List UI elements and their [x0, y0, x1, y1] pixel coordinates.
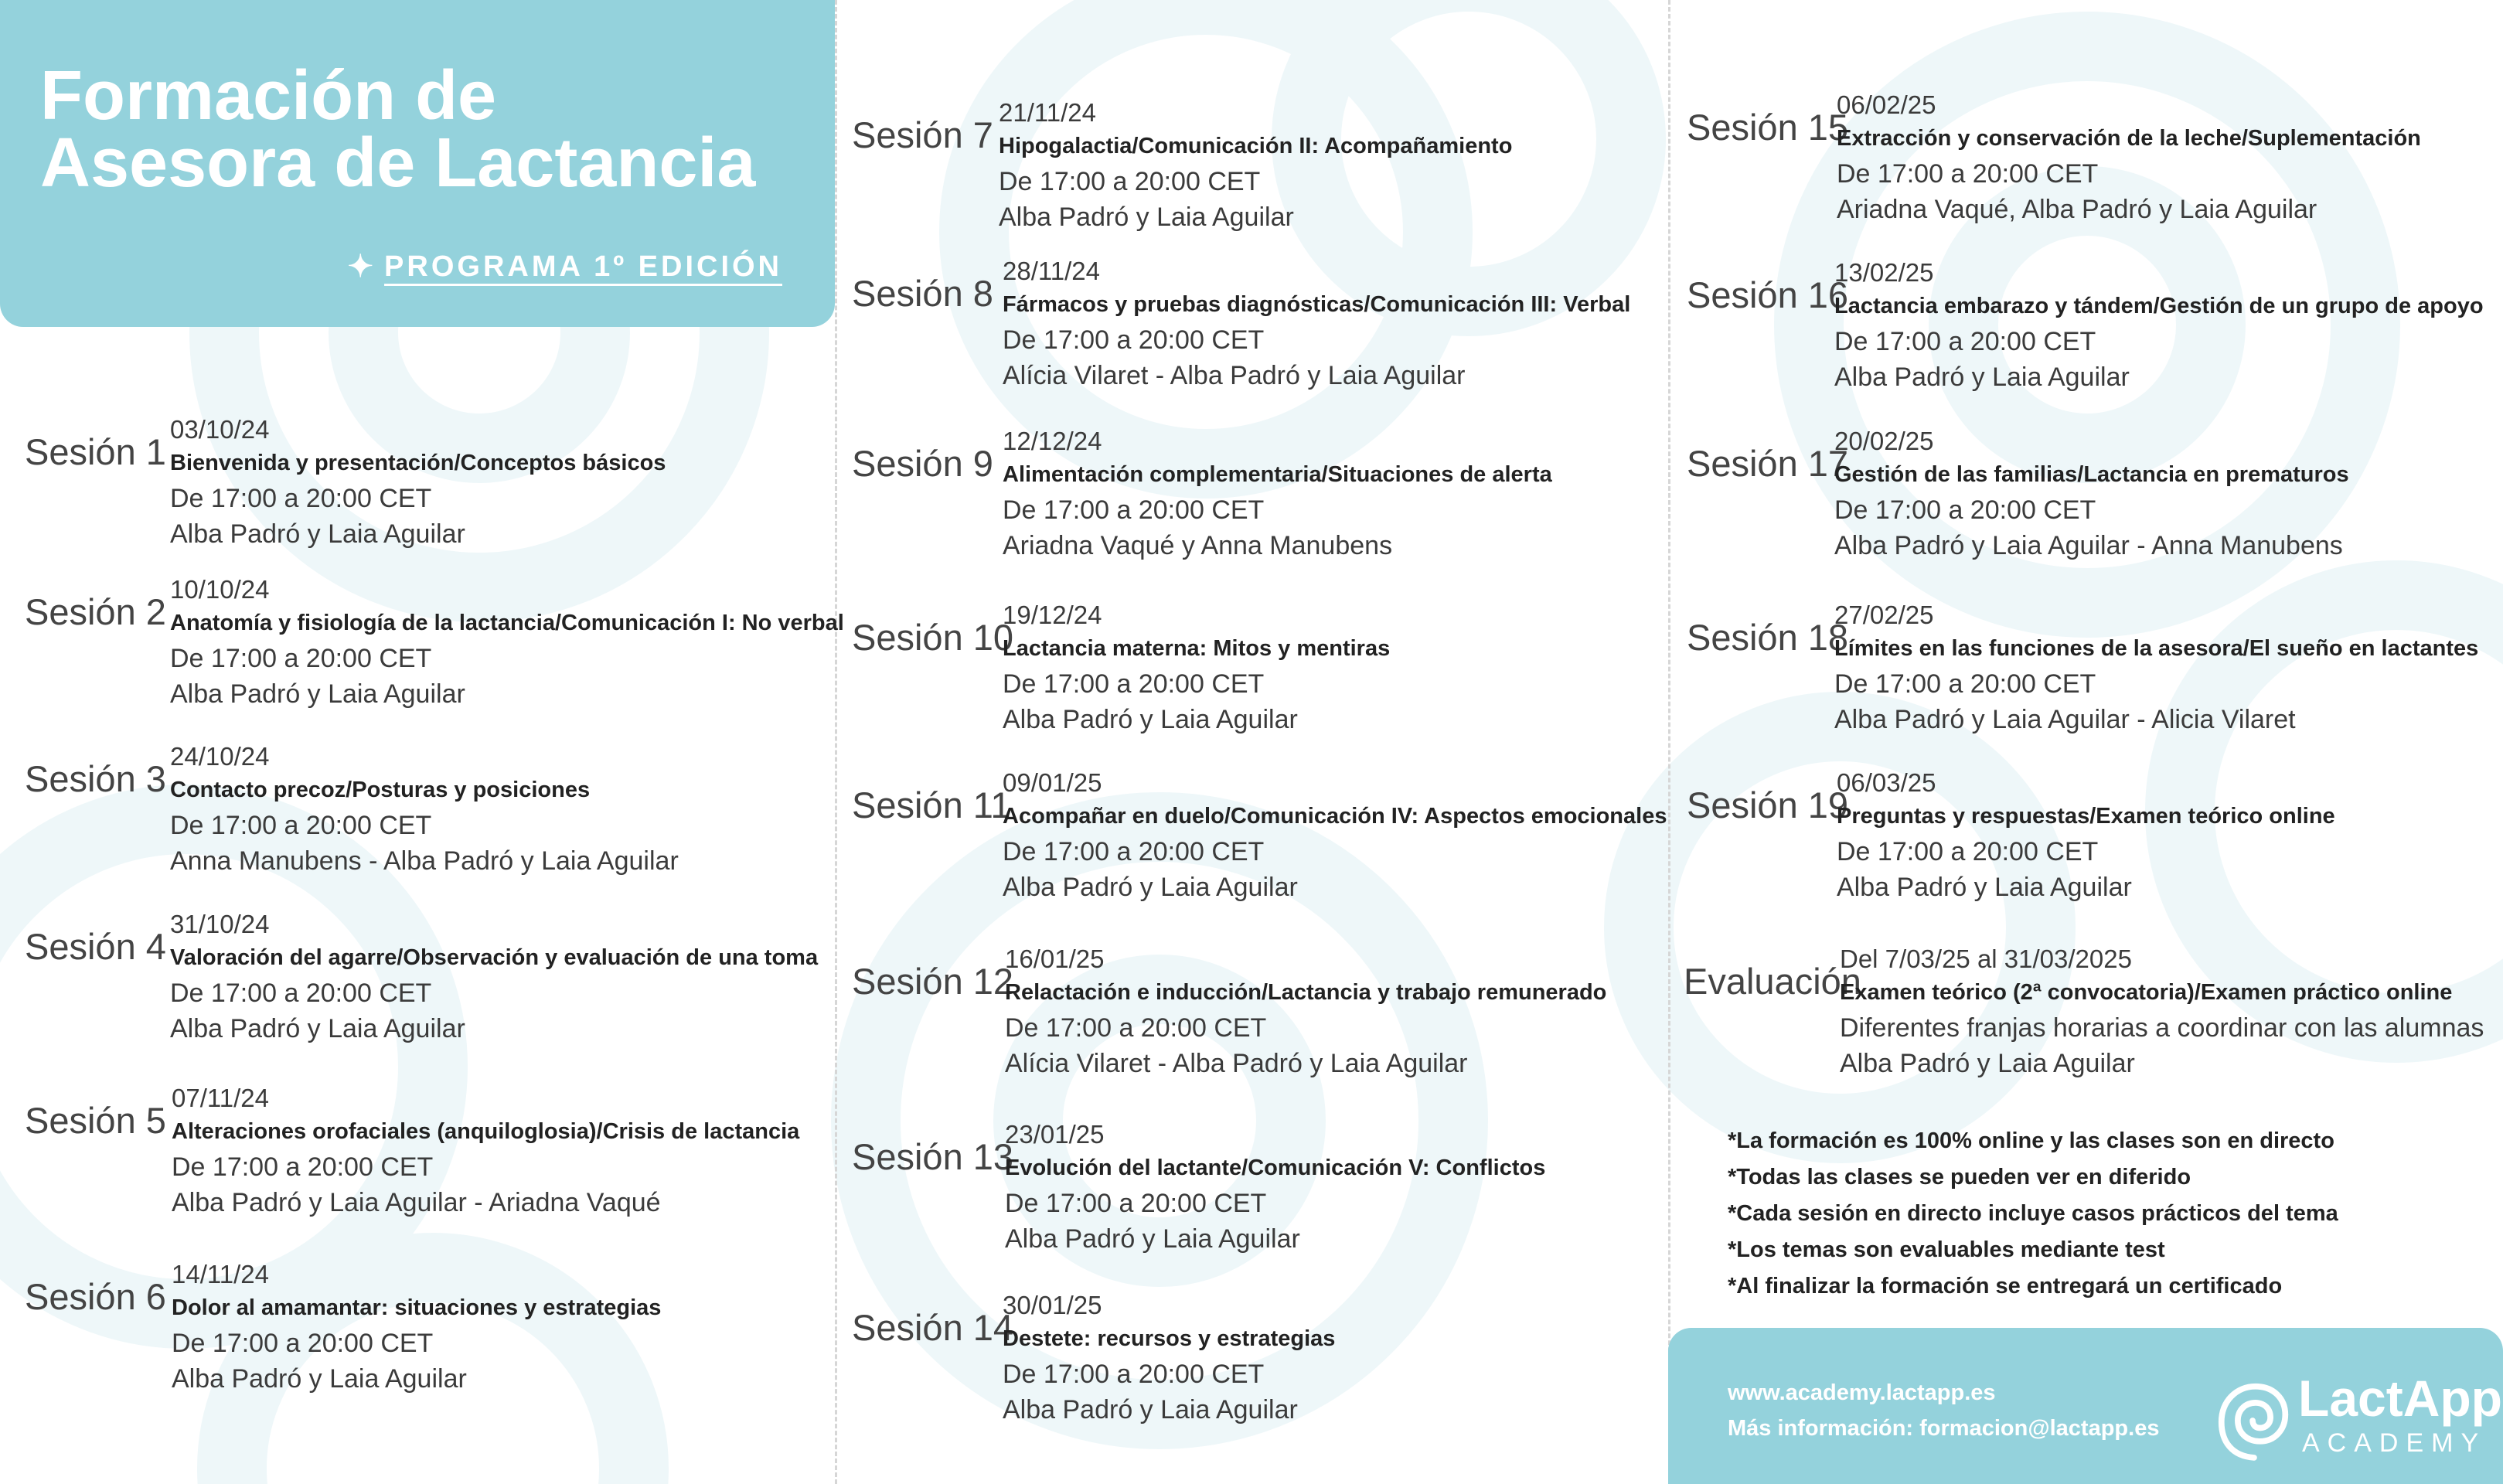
- spiral-logo-icon: [2217, 1376, 2291, 1462]
- session-date: 27/02/25: [1834, 601, 1934, 629]
- session-time: De 17:00 a 20:00 CET: [170, 484, 432, 513]
- brand-name: LactApp: [2298, 1370, 2502, 1427]
- session-date: 21/11/24: [999, 98, 1097, 127]
- session-details: [1003, 599, 1390, 737]
- session-time: De 17:00 a 20:00 CET: [1834, 495, 2096, 525]
- session-details: [1834, 599, 2478, 737]
- session-time: De 17:00 a 20:00 CET: [1003, 1360, 1265, 1389]
- session-details: [1837, 767, 2335, 905]
- session-topic: Evolución del lactante/Comunicación V: Conflictos: [1005, 1156, 1546, 1180]
- note-item: *Cada sesión en directo incluye casos prácticos del tema: [1728, 1201, 2338, 1226]
- session-details: [172, 1082, 799, 1220]
- session-details: [999, 97, 1512, 235]
- title-banner: [0, 0, 835, 327]
- session-date: 06/02/25: [1837, 90, 1936, 119]
- note-item: *Todas las clases se pueden ver en diferido: [1728, 1165, 2191, 1190]
- session-topic: Valoración del agarre/Observación y evaluación de una toma: [170, 945, 819, 970]
- session-speakers: Anna Manubens - Alba Padró y Laia Aguilar: [170, 846, 679, 876]
- session-label: Sesión 10: [852, 617, 1014, 658]
- session-speakers: Alba Padró y Laia Aguilar - Anna Manubens: [1834, 531, 2343, 560]
- session-topic: Gestión de las familias/Lactancia en prematuros: [1834, 462, 2349, 487]
- session-label: Sesión 6: [25, 1276, 166, 1317]
- session-speakers: Alba Padró y Laia Aguilar: [1003, 1395, 1298, 1424]
- session-time: De 17:00 a 20:00 CET: [1834, 327, 2096, 356]
- session-time: De 17:00 a 20:00 CET: [1003, 669, 1265, 699]
- session-date: 09/01/25: [1003, 768, 1102, 797]
- page-title-line-1: Formación de: [40, 57, 497, 134]
- session-speakers: Alba Padró y Laia Aguilar: [1003, 873, 1298, 902]
- session-topic: Destete: recursos y estrategias: [1003, 1326, 1336, 1351]
- session-time: De 17:00 a 20:00 CET: [999, 167, 1261, 196]
- session-label: Sesión 19: [1687, 785, 1849, 825]
- session-label: Sesión 18: [1687, 617, 1849, 658]
- program-edition-text: PROGRAMA 1º EDICIÓN: [384, 250, 782, 283]
- note-item: *La formación es 100% online y las clases son en directo: [1728, 1128, 2334, 1153]
- session-date: 14/11/24: [172, 1260, 270, 1288]
- session-time: De 17:00 a 20:00 CET: [1003, 495, 1265, 525]
- session-details: [1834, 257, 2484, 395]
- session-label: Sesión 2: [25, 591, 166, 632]
- session-topic: Acompañar en duelo/Comunicación IV: Aspectos emocionales: [1003, 804, 1667, 829]
- session-time: Diferentes franjas horarias a coordinar con las alumnas: [1840, 1013, 2484, 1043]
- session-details: [1003, 1289, 1335, 1428]
- note-item: *Al finalizar la formación se entregará un certificado: [1728, 1274, 2283, 1298]
- session-date: Del 7/03/25 al 31/03/2025: [1840, 945, 2132, 973]
- session-label: Sesión 13: [852, 1136, 1014, 1177]
- session-topic: Bienvenida y presentación/Conceptos básicos: [170, 451, 666, 475]
- session-speakers: Alícia Vilaret - Alba Padró y Laia Aguilar: [1003, 361, 1466, 390]
- session-label: Sesión 4: [25, 926, 166, 967]
- session-details: [1003, 255, 1630, 393]
- session-details: [170, 908, 818, 1047]
- session-label: Evaluación: [1684, 961, 1861, 1002]
- session-speakers: Alba Padró y Laia Aguilar: [999, 203, 1294, 232]
- brand-subtitle: ACADEMY: [2302, 1428, 2487, 1458]
- session-speakers: Alba Padró y Laia Aguilar: [1834, 362, 2130, 392]
- session-topic: Examen teórico (2ª convocatoria)/Examen práctico online: [1840, 980, 2453, 1005]
- column-divider-right: [1668, 0, 1670, 1484]
- note-item: *Los temas son evaluables mediante test: [1728, 1237, 2165, 1262]
- session-topic: Límites en las funciones de la asesora/El sueño en lactantes: [1834, 636, 2479, 661]
- session-date: 12/12/24: [1003, 427, 1102, 455]
- session-speakers: Alba Padró y Laia Aguilar: [1003, 705, 1298, 734]
- session-topic: Relactación e inducción/Lactancia y trabajo remunerado: [1005, 980, 1607, 1005]
- session-date: 07/11/24: [172, 1084, 270, 1112]
- session-topic: Alimentación complementaria/Situaciones de alerta: [1003, 462, 1552, 487]
- session-time: De 17:00 a 20:00 CET: [170, 811, 432, 840]
- session-date: 03/10/24: [170, 415, 270, 444]
- course-notes: [1728, 1123, 2338, 1305]
- session-speakers: Alba Padró y Laia Aguilar: [172, 1364, 467, 1394]
- session-label: Sesión 5: [25, 1100, 166, 1141]
- session-details: [172, 1258, 661, 1397]
- page-title-line-2: Asesora de Lactancia: [40, 124, 756, 202]
- session-topic: Preguntas y respuestas/Examen teórico online: [1837, 804, 2335, 829]
- session-time: De 17:00 a 20:00 CET: [170, 979, 432, 1008]
- contact-email-link[interactable]: Más información: formacion@lactapp.es: [1728, 1416, 2160, 1441]
- session-details: [1005, 1118, 1545, 1257]
- session-details: [170, 740, 679, 879]
- session-time: De 17:00 a 20:00 CET: [172, 1152, 434, 1182]
- session-date: 06/03/25: [1837, 768, 1936, 797]
- session-time: De 17:00 a 20:00 CET: [1003, 325, 1265, 355]
- session-speakers: Alba Padró y Laia Aguilar: [1837, 873, 2132, 902]
- session-label: Sesión 17: [1687, 443, 1849, 484]
- session-topic: Hipogalactia/Comunicación II: Acompañamiento: [999, 134, 1513, 158]
- session-speakers: Alba Padró y Laia Aguilar: [170, 1014, 465, 1043]
- session-label: Sesión 16: [1687, 274, 1849, 315]
- session-date: 28/11/24: [1003, 257, 1101, 285]
- session-details: [1003, 425, 1552, 563]
- session-time: De 17:00 a 20:00 CET: [172, 1329, 434, 1358]
- session-time: De 17:00 a 20:00 CET: [1837, 837, 2099, 866]
- session-date: 20/02/25: [1834, 427, 1934, 455]
- session-speakers: Alba Padró y Laia Aguilar: [1840, 1049, 2135, 1078]
- session-date: 30/01/25: [1003, 1291, 1102, 1319]
- column-divider-left: [835, 0, 837, 1484]
- session-topic: Anatomía y fisiología de la lactancia/Comunicación I: No verbal: [170, 611, 844, 635]
- session-label: Sesión 9: [852, 443, 993, 484]
- session-time: De 17:00 a 20:00 CET: [1005, 1013, 1267, 1043]
- session-details: [1003, 767, 1667, 905]
- session-topic: Fármacos y pruebas diagnósticas/Comunicación III: Verbal: [1003, 292, 1631, 317]
- session-label: Sesión 12: [852, 961, 1014, 1002]
- session-date: 24/10/24: [170, 742, 270, 771]
- session-speakers: Alba Padró y Laia Aguilar: [170, 679, 465, 709]
- session-speakers: Alba Padró y Laia Aguilar - Ariadna Vaqué: [172, 1188, 661, 1217]
- session-topic: Extracción y conservación de la leche/Suplementación: [1837, 126, 2421, 151]
- session-speakers: Alba Padró y Laia Aguilar: [170, 519, 465, 549]
- session-details: [1837, 89, 2421, 227]
- program-edition-label: [348, 249, 782, 284]
- session-date: 16/01/25: [1005, 945, 1105, 973]
- session-date: 13/02/25: [1834, 258, 1934, 287]
- session-speakers: Alba Padró y Laia Aguilar: [1005, 1224, 1300, 1254]
- session-time: De 17:00 a 20:00 CET: [1005, 1189, 1267, 1218]
- session-speakers: Ariadna Vaqué y Anna Manubens: [1003, 531, 1393, 560]
- session-date: 31/10/24: [170, 910, 270, 938]
- session-time: De 17:00 a 20:00 CET: [170, 644, 432, 673]
- session-speakers: Alba Padró y Laia Aguilar - Alicia Vilaret: [1834, 705, 2296, 734]
- session-topic: Lactancia embarazo y tándem/Gestión de un grupo de apoyo: [1834, 294, 2484, 318]
- website-link[interactable]: www.academy.lactapp.es: [1728, 1380, 1996, 1405]
- session-details: [1840, 943, 2484, 1081]
- session-label: Sesión 15: [1687, 107, 1849, 148]
- sparkle-icon: ✦: [347, 250, 377, 284]
- session-details: [1005, 943, 1606, 1081]
- session-label: Sesión 1: [25, 431, 166, 472]
- session-date: 10/10/24: [170, 575, 270, 604]
- session-date: 19/12/24: [1003, 601, 1102, 629]
- session-topic: Alteraciones orofaciales (anquiloglosia)/Crisis de lactancia: [172, 1119, 800, 1144]
- session-label: Sesión 7: [852, 114, 993, 155]
- session-topic: Contacto precoz/Posturas y posiciones: [170, 778, 591, 802]
- session-time: De 17:00 a 20:00 CET: [1834, 669, 2096, 699]
- session-label: Sesión 14: [852, 1307, 1014, 1348]
- footer-contact-panel: [1668, 1328, 2503, 1484]
- session-date: 23/01/25: [1005, 1120, 1105, 1149]
- session-time: De 17:00 a 20:00 CET: [1837, 159, 2099, 189]
- session-details: [170, 414, 666, 552]
- session-details: [170, 574, 844, 712]
- session-label: Sesión 8: [852, 273, 993, 314]
- session-speakers: Ariadna Vaqué, Alba Padró y Laia Aguilar: [1837, 195, 2317, 224]
- session-details: [1834, 425, 2349, 563]
- session-topic: Lactancia materna: Mitos y mentiras: [1003, 636, 1391, 661]
- session-label: Sesión 3: [25, 758, 166, 799]
- session-label: Sesión 11: [852, 785, 1011, 825]
- session-speakers: Alícia Vilaret - Alba Padró y Laia Aguilar: [1005, 1049, 1468, 1078]
- session-time: De 17:00 a 20:00 CET: [1003, 837, 1265, 866]
- session-topic: Dolor al amamantar: situaciones y estrategias: [172, 1295, 662, 1320]
